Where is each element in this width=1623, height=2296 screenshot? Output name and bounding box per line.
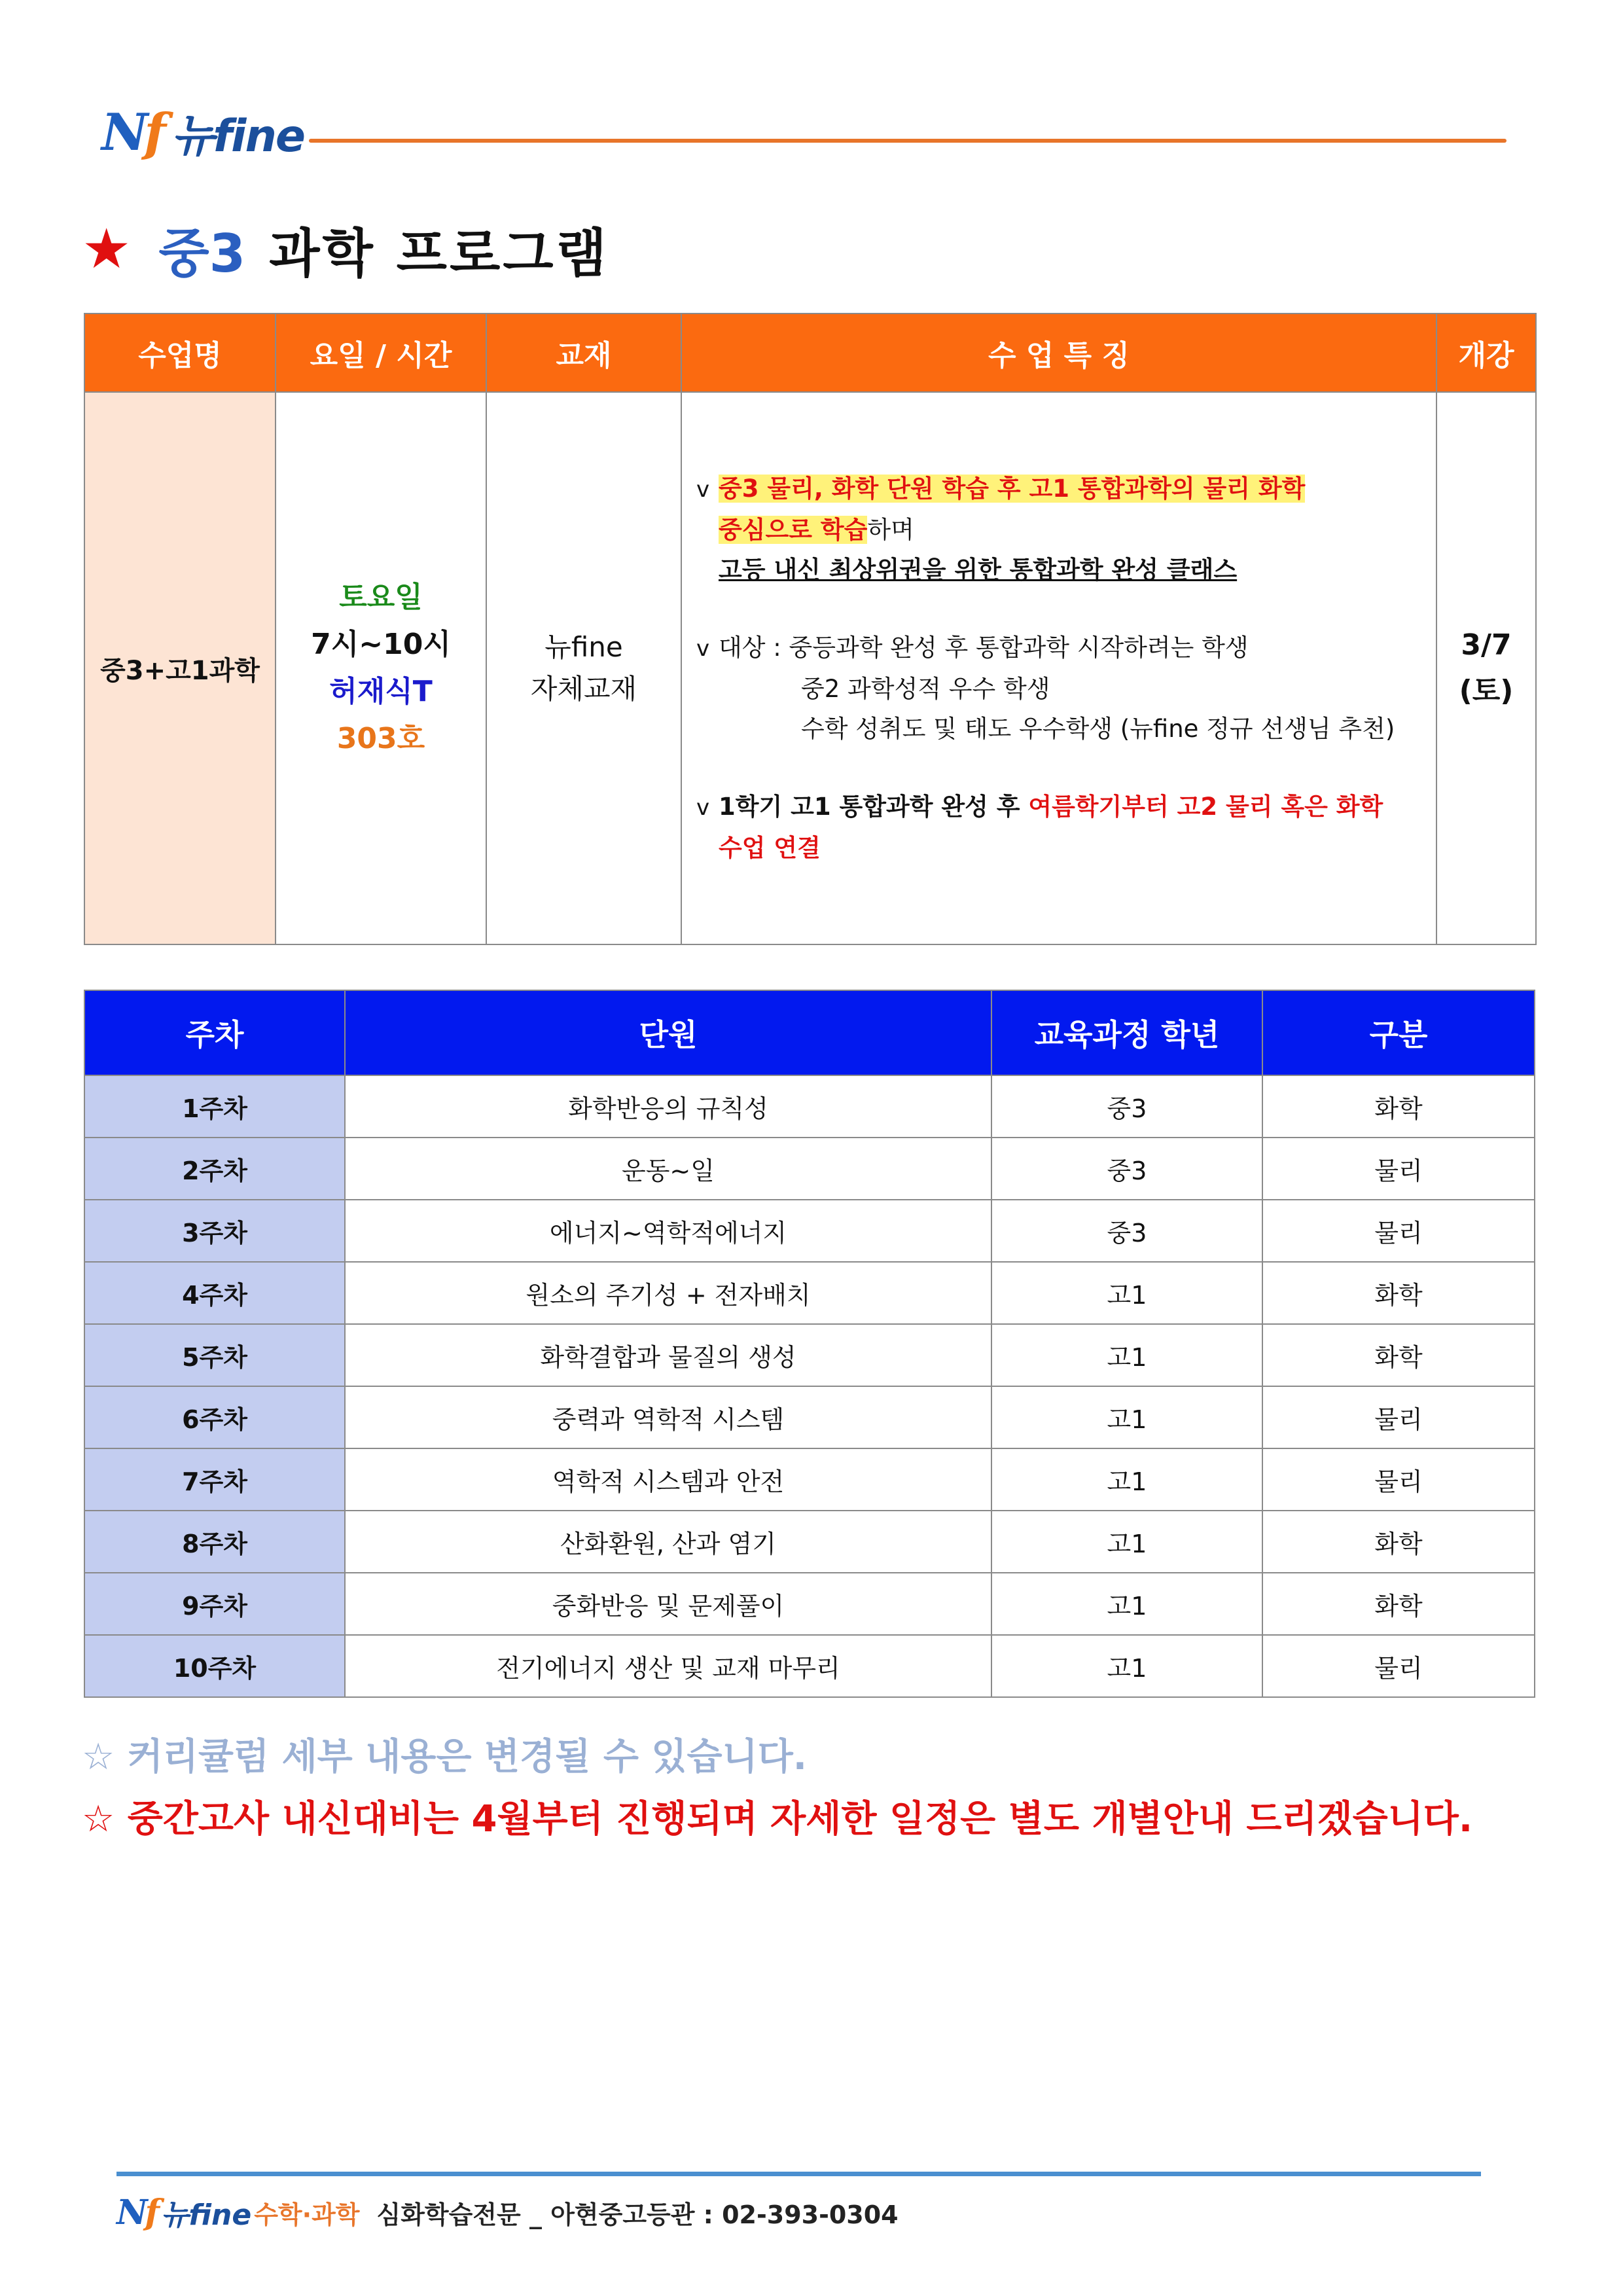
header-class-name: 수업명 bbox=[84, 314, 276, 392]
grade-cell: 고1 bbox=[991, 1573, 1262, 1635]
nf-logo-mark: Nf bbox=[101, 102, 162, 162]
unit-cell: 원소의 주기성 + 전자배치 bbox=[345, 1262, 991, 1324]
week-cell: 2주차 bbox=[84, 1138, 345, 1200]
table-row bbox=[84, 1200, 1535, 1262]
grade-cell: 고1 bbox=[991, 1324, 1262, 1386]
category-cell: 물리 bbox=[1262, 1448, 1535, 1511]
curriculum-table bbox=[84, 990, 1535, 1698]
feature1-rest: 하며 bbox=[867, 516, 914, 544]
program-table bbox=[84, 313, 1537, 945]
unit-cell: 중력과 역학적 시스템 bbox=[345, 1386, 991, 1448]
category-cell: 물리 bbox=[1262, 1635, 1535, 1697]
footer-logo-mark: Nf bbox=[116, 2192, 157, 2233]
textbook-name: 뉴fine bbox=[544, 631, 623, 663]
grade-cell: 고1 bbox=[991, 1511, 1262, 1573]
header-week: 주차 bbox=[84, 990, 345, 1075]
unit-cell: 화학결합과 물질의 생성 bbox=[345, 1324, 991, 1386]
feature3-red: 여름학기부터 고2 물리 혹은 화학 bbox=[1028, 793, 1383, 821]
week-cell: 5주차 bbox=[84, 1324, 345, 1386]
bullet-icon: v bbox=[696, 476, 710, 503]
unit-cell: 역학적 시스템과 안전 bbox=[345, 1448, 991, 1511]
grade-cell: 고1 bbox=[991, 1635, 1262, 1697]
unit-cell: 산화환원, 산과 염기 bbox=[345, 1511, 991, 1573]
grade-cell: 고1 bbox=[991, 1448, 1262, 1511]
curriculum-header-row bbox=[84, 990, 1535, 1075]
category-cell: 물리 bbox=[1262, 1200, 1535, 1262]
feature1-highlight-2: 중심으로 학습 bbox=[719, 516, 868, 544]
week-cell: 3주차 bbox=[84, 1200, 345, 1262]
table-row bbox=[84, 1511, 1535, 1573]
midterm-prep-note: ☆ 중간고사 내신대비는 4월부터 진행되며 자세한 일정은 별도 개별안내 드리겠습니다. bbox=[82, 1798, 1473, 1840]
header-unit: 단원 bbox=[345, 990, 991, 1075]
page-title bbox=[82, 213, 609, 285]
title-text: 과학 프로그램 bbox=[269, 223, 609, 284]
program-row bbox=[84, 392, 1536, 944]
open-date-cell bbox=[1436, 392, 1536, 944]
grade-cell: 중3 bbox=[991, 1138, 1262, 1200]
header-day-time: 요일 / 시간 bbox=[276, 314, 486, 392]
week-cell: 6주차 bbox=[84, 1386, 345, 1448]
table-row bbox=[84, 1138, 1535, 1200]
table-row bbox=[84, 1075, 1535, 1138]
week-cell: 7주차 bbox=[84, 1448, 345, 1511]
table-row bbox=[84, 1635, 1535, 1697]
target-line-2: 중2 과학성적 우수 학생 bbox=[801, 675, 1050, 703]
category-cell: 화학 bbox=[1262, 1324, 1535, 1386]
class-day: 토요일 bbox=[339, 581, 423, 614]
bullet-icon: v bbox=[696, 795, 710, 821]
footer-subjects: 수학·과학 bbox=[254, 2200, 360, 2229]
category-cell: 화학 bbox=[1262, 1573, 1535, 1635]
brand-logo bbox=[101, 99, 304, 165]
header-divider bbox=[309, 139, 1507, 143]
target-line-1: 중등과학 완성 후 통합과학 시작하려는 학생 bbox=[789, 634, 1249, 662]
feature3-bold: 1학기 고1 통합과학 완성 후 bbox=[719, 793, 1029, 821]
table-row bbox=[84, 1448, 1535, 1511]
title-grade: 중3 bbox=[158, 223, 246, 284]
category-cell: 화학 bbox=[1262, 1075, 1535, 1138]
unit-cell: 에너지~역학적에너지 bbox=[345, 1200, 991, 1262]
grade-cell: 고1 bbox=[991, 1262, 1262, 1324]
program-header-row bbox=[84, 314, 1536, 392]
unit-cell: 운동~일 bbox=[345, 1138, 991, 1200]
header-textbook: 교재 bbox=[486, 314, 681, 392]
category-cell: 화학 bbox=[1262, 1262, 1535, 1324]
unit-cell: 화학반응의 규칙성 bbox=[345, 1075, 991, 1138]
grade-cell: 중3 bbox=[991, 1075, 1262, 1138]
bullet-icon: v bbox=[696, 636, 710, 662]
class-name-cell: 중3+고1과학 bbox=[84, 392, 276, 944]
target-label: 대상 : bbox=[719, 634, 789, 662]
open-day: (토) bbox=[1459, 674, 1514, 708]
footer-divider bbox=[116, 2172, 1481, 2176]
feature3-red-2: 수업 연결 bbox=[719, 834, 821, 862]
logo-text: 뉴fine bbox=[171, 110, 304, 162]
table-row bbox=[84, 1324, 1535, 1386]
grade-cell: 중3 bbox=[991, 1200, 1262, 1262]
curriculum-change-note: ☆ 커리큘럼 세부 내용은 변경될 수 있습니다. bbox=[82, 1736, 808, 1778]
week-cell: 10주차 bbox=[84, 1635, 345, 1697]
footer-brand: 뉴fine bbox=[160, 2198, 252, 2232]
open-date: 3/7 bbox=[1461, 628, 1512, 662]
table-row bbox=[84, 1573, 1535, 1635]
week-cell: 9주차 bbox=[84, 1573, 345, 1635]
week-cell: 1주차 bbox=[84, 1075, 345, 1138]
week-cell: 8주차 bbox=[84, 1511, 345, 1573]
header-features: 수 업 특 징 bbox=[681, 314, 1436, 392]
room-number: 303호 bbox=[336, 722, 425, 755]
teacher-name: 허재식T bbox=[329, 675, 433, 708]
star-icon: ★ bbox=[82, 217, 132, 281]
grade-cell: 고1 bbox=[991, 1386, 1262, 1448]
unit-cell: 중화반응 및 문제풀이 bbox=[345, 1573, 991, 1635]
week-cell: 4주차 bbox=[84, 1262, 345, 1324]
category-cell: 물리 bbox=[1262, 1138, 1535, 1200]
category-cell: 화학 bbox=[1262, 1511, 1535, 1573]
textbook-cell bbox=[486, 392, 681, 944]
table-row bbox=[84, 1262, 1535, 1324]
target-line-3: 수학 성취도 및 태도 우수학생 (뉴fine 정규 선생님 추천) bbox=[801, 715, 1395, 743]
feature1-highlight: 중3 물리, 화학 단원 학습 후 고1 통합과학의 물리 화학 bbox=[719, 475, 1306, 503]
class-time: 7시~10시 bbox=[311, 628, 451, 661]
table-row bbox=[84, 1386, 1535, 1448]
header-grade: 교육과정 학년 bbox=[991, 990, 1262, 1075]
footer-contact: 심화학습전문 _ 아현중고등관 : 02-393-0304 bbox=[376, 2200, 899, 2229]
category-cell: 물리 bbox=[1262, 1386, 1535, 1448]
textbook-type: 자체교재 bbox=[530, 673, 637, 705]
features-cell bbox=[681, 392, 1436, 944]
feature1-underline: 고등 내신 최상위권을 위한 통합과학 완성 클래스 bbox=[719, 556, 1238, 584]
footer bbox=[116, 2186, 899, 2238]
unit-cell: 전기에너지 생산 및 교재 마무리 bbox=[345, 1635, 991, 1697]
header-open-date: 개강 bbox=[1436, 314, 1536, 392]
day-time-cell bbox=[276, 392, 486, 944]
header-category: 구분 bbox=[1262, 990, 1535, 1075]
